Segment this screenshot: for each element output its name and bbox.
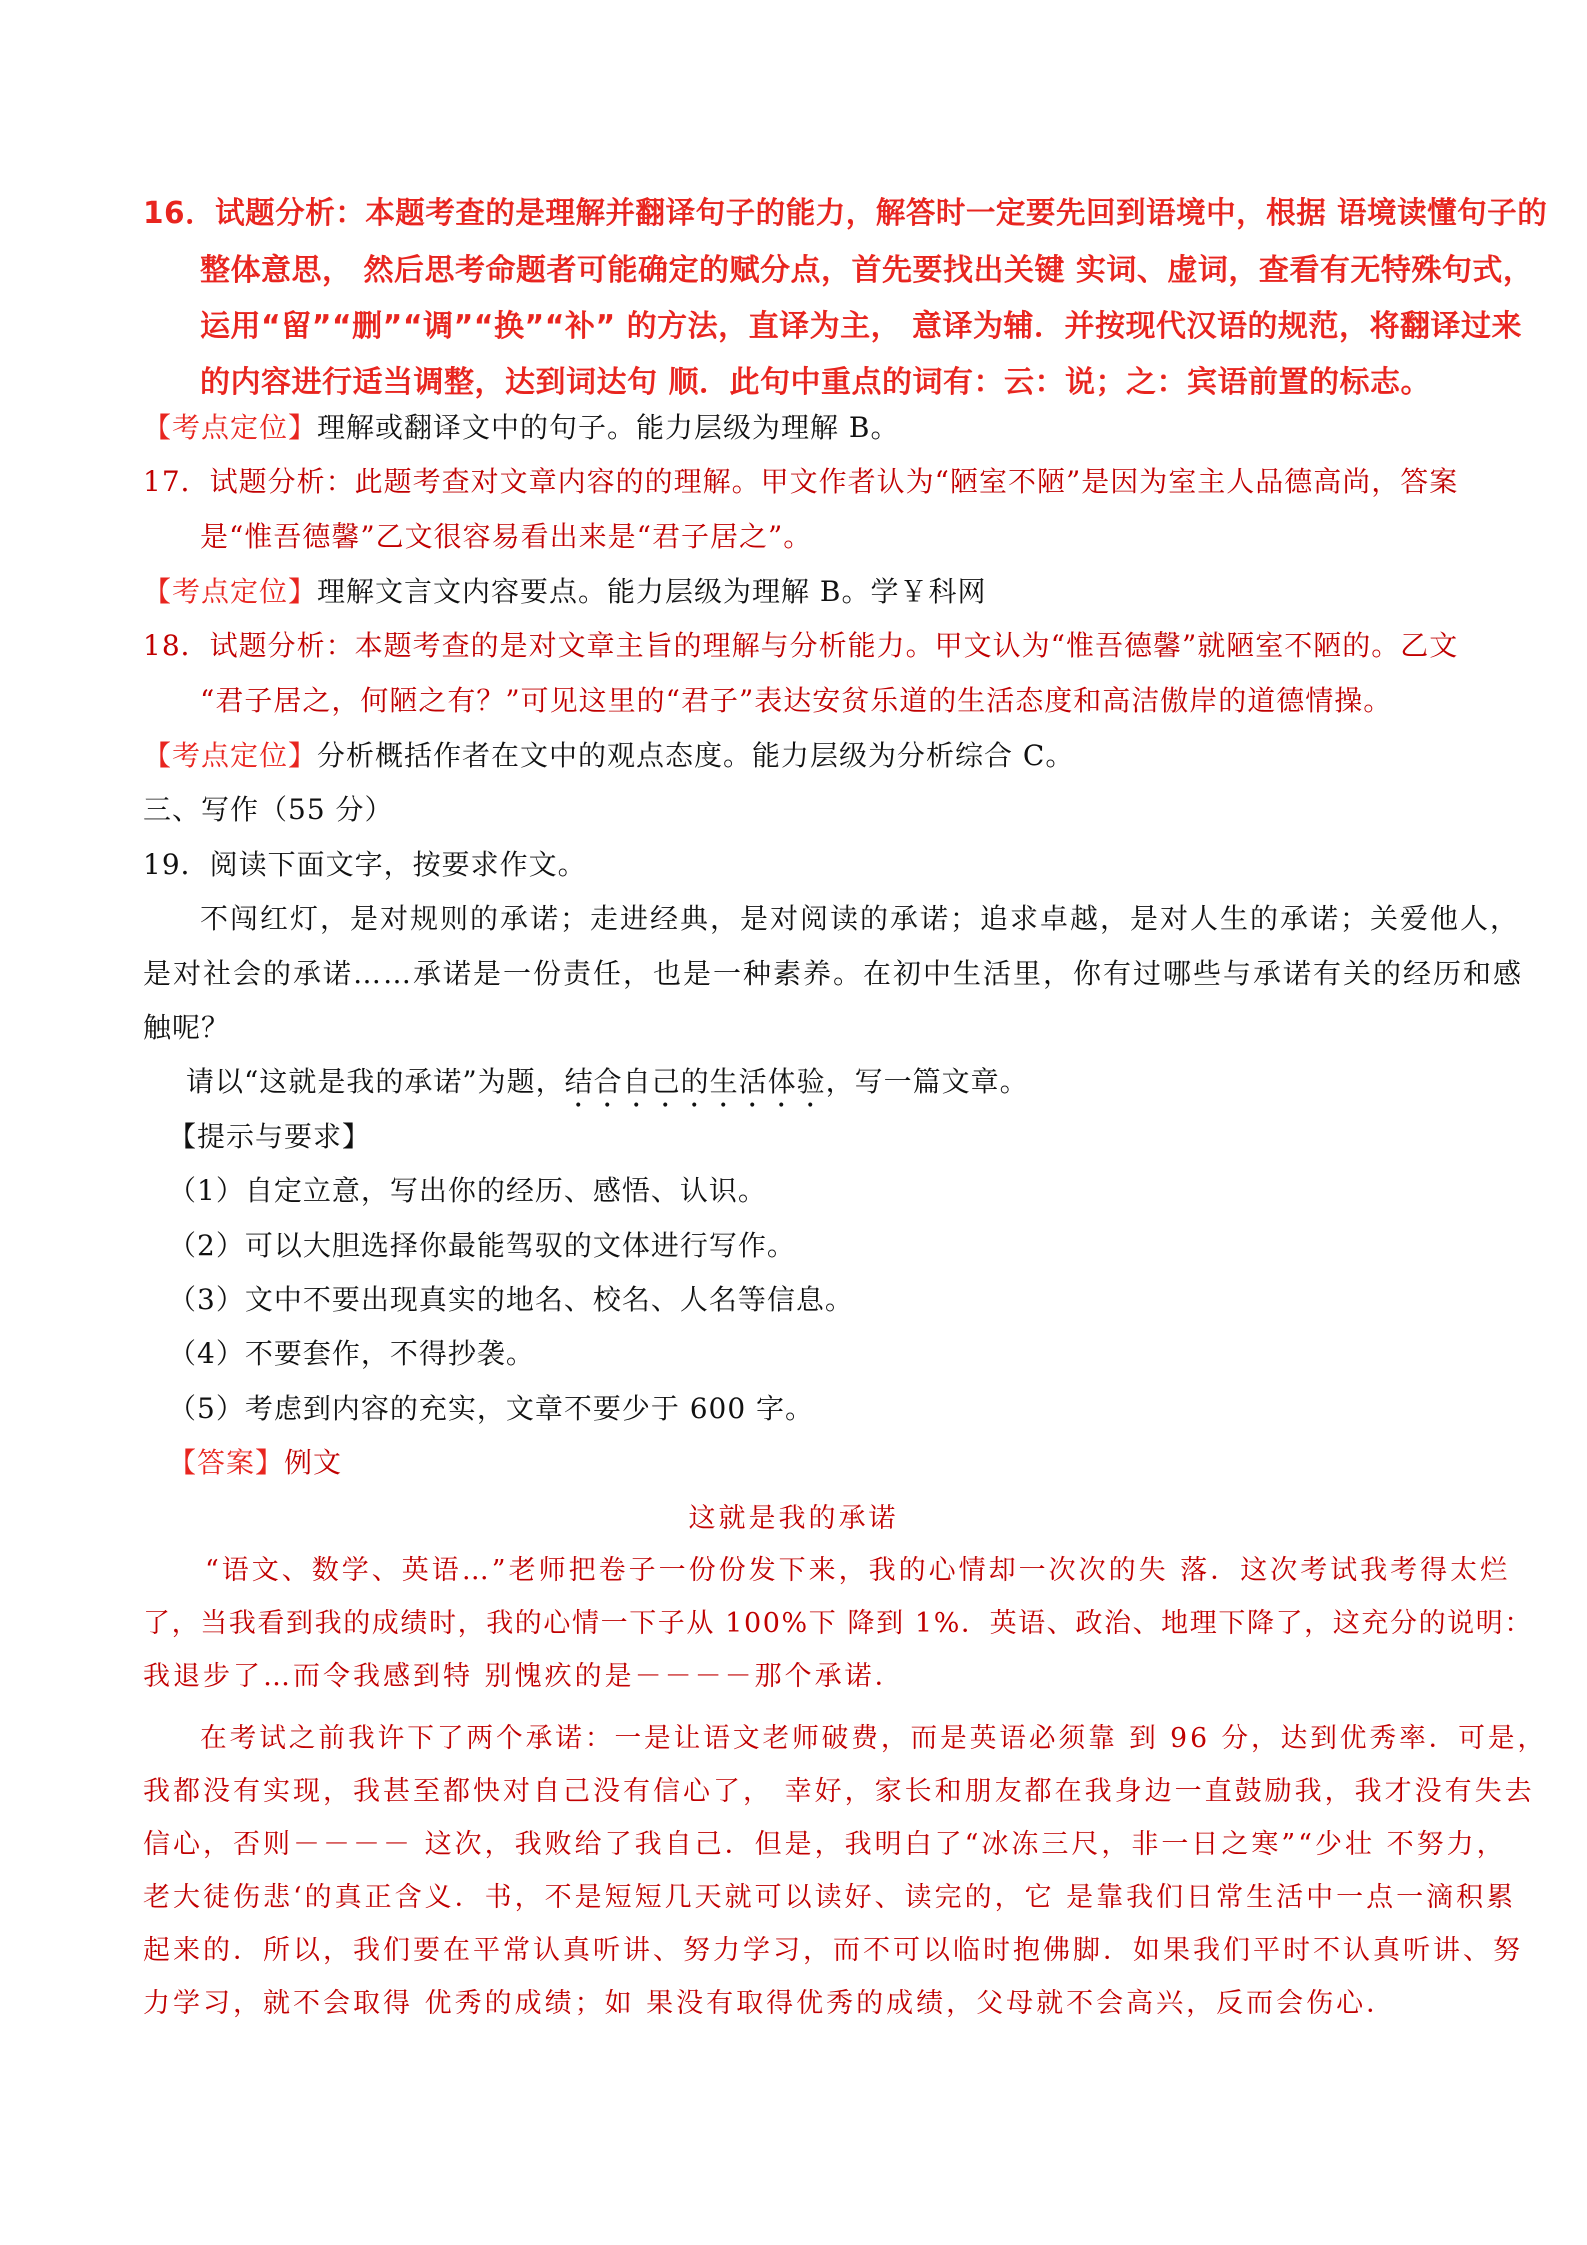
- tip-item: （5）考虑到内容的充实，文章不要少于 600 字。: [168, 1392, 815, 1425]
- essay-line: 在考试之前我许下了两个承诺：一是让语文老师破费，而是英语必须靠 到 96 分，达到优秀率．可是，: [200, 1723, 1548, 1754]
- tip-item: （3）文中不要出现真实的地名、校名、人名等信息。: [168, 1283, 854, 1316]
- answer-label: [168, 1441, 342, 1481]
- q19-prompt: [186, 1060, 1029, 1114]
- key-point-tag: 【考点定位】: [143, 575, 318, 608]
- answer-tag: 【答案】: [168, 1446, 285, 1479]
- prompt-text: 请以“这就是我的承诺”为题，: [186, 1065, 565, 1098]
- q19-intro: 19．阅读下面文字，按要求作文。: [143, 848, 587, 881]
- essay-line: 信心，否则－－－－ 这次，我败给了我自己．但是，我明白了“冰冻三尺，非一日之寒”“少壮 不努力，: [143, 1829, 1507, 1860]
- key-point-text: 理解文言文内容要点。能力层级为理解 B。学￥科网: [317, 575, 987, 608]
- q16-line-4: 的内容进行适当调整，达到词达句 顺．此句中重点的词有：云：说；之：宾语前置的标志。: [200, 365, 1431, 400]
- essay-line: 我都没有实现，我甚至都快对自己没有信心了， 幸好，家长和朋友都在我身边一直鼓励我，我才没有失去: [143, 1776, 1535, 1807]
- q16-line-3: 运用“留”“删”“调”“换”“补” 的方法，直译为主， 意译为辅．并按现代汉语的规范，将翻译过来: [200, 309, 1523, 344]
- tip-item: （1）自定立意，写出你的经历、感悟、认识。: [168, 1174, 767, 1207]
- tips-title: 【提示与要求】: [168, 1120, 372, 1153]
- key-point-17: [143, 570, 987, 610]
- q16-line-1: 16．试题分析：本题考查的是理解并翻译句子的能力，解答时一定要先回到语境中，根据 语境读懂句子的: [143, 196, 1548, 231]
- q19-para-line-1: 不闯红灯，是对规则的承诺；走进经典，是对阅读的承诺；追求卓越，是对人生的承诺；关爱他人，: [200, 902, 1521, 935]
- key-point-tag: 【考点定位】: [143, 739, 318, 772]
- q18-line-2: “君子居之，何陋之有？”可见这里的“君子”表达安贫乐道的生活态度和高洁傲岸的道德情操。: [200, 684, 1393, 717]
- key-point-text: 理解或翻译文中的句子。能力层级为理解 B。: [317, 411, 900, 444]
- q17-line-1: 17．试题分析：此题考查对文章内容的的理解。甲文作者认为“陋室不陋”是因为室主人品德高尚，答案: [143, 465, 1459, 498]
- key-point-tag: 【考点定位】: [143, 411, 318, 444]
- essay-line: “语文、数学、英语…”老师把卷子一份份发下来，我的心情却一次次的失 落．这次考试我考得太烂: [205, 1555, 1511, 1586]
- q18-line-1: 18．试题分析：本题考查的是对文章主旨的理解与分析能力。甲文认为“惟吾德馨”就陋室不陋的。乙文: [143, 629, 1459, 662]
- prompt-text-end: ，写一篇文章。: [825, 1065, 1029, 1098]
- key-point-16: [143, 406, 900, 446]
- q17-line-2: 是“惟吾德馨”乙文很容易看出来是“君子居之”。: [200, 520, 813, 553]
- answer-text: 例文: [284, 1446, 343, 1479]
- key-point-18: [143, 734, 1074, 774]
- essay-line: 力学习，就不会取得 优秀的成绩；如 果没有取得优秀的成绩，父母就不会高兴，反而会伤心．: [143, 1988, 1397, 2019]
- q16-line-2: 整体意思， 然后思考命题者可能确定的赋分点，首先要找出关键 实词、虚词，查看有无特殊句式，: [200, 253, 1534, 288]
- tip-item: （2）可以大胆选择你最能驾驭的文体进行写作。: [168, 1229, 796, 1262]
- tip-item: （4）不要套作，不得抄袭。: [168, 1337, 535, 1370]
- q19-para-line-3: 触呢？: [143, 1011, 231, 1044]
- essay-title: 这就是我的承诺: [688, 1503, 899, 1534]
- essay-line: 老大徒伤悲‘的真正含义．书，不是短短几天就可以读好、读完的，它 是靠我们日常生活中一点一滴积累: [143, 1882, 1517, 1913]
- essay-line: 我退步了…而令我感到特 别愧疚的是－－－－那个承诺．: [143, 1661, 905, 1692]
- essay-line: 起来的．所以，我们要在平常认真听讲、努力学习，而不可以临时抱佛脚．如果我们平时不认真听讲、努: [143, 1935, 1523, 1966]
- essay-line: 了，当我看到我的成绩时，我的心情一下子从 100%下 降到 1%．英语、政治、地理下降了，这充分的说明：: [143, 1608, 1533, 1639]
- section-heading: 三、写作（55 分）: [143, 793, 394, 826]
- prompt-emphasis: 结合自己的生活体验: [564, 1065, 826, 1098]
- key-point-text: 分析概括作者在文中的观点态度。能力层级为分析综合 C。: [317, 739, 1075, 772]
- q19-para-line-2: 是对社会的承诺……承诺是一份责任，也是一种素养。在初中生活里，你有过哪些与承诺有关的经历和感: [143, 957, 1524, 990]
